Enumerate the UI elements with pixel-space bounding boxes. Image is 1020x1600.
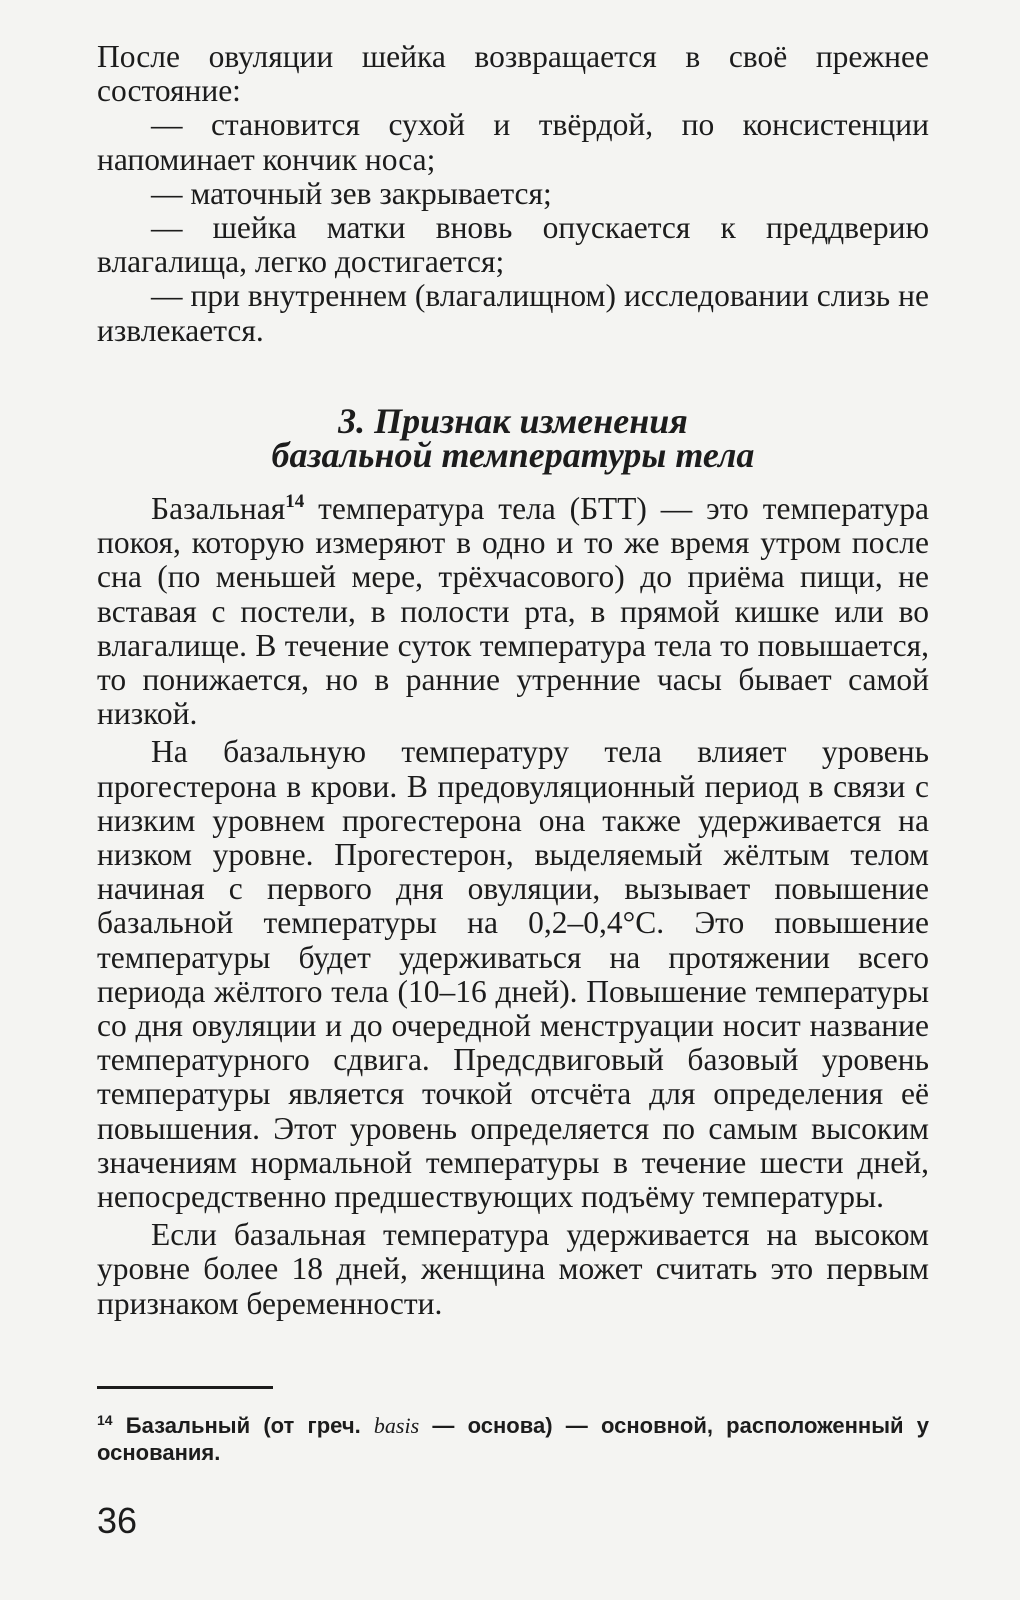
footnote-text-post: — основа) — основной, расположенный у основания. [97, 1413, 929, 1465]
top-section [97, 40, 929, 348]
footnote-text-pre: Базальный (от греч. [112, 1413, 374, 1438]
list-item: — маточный зев закрывается; [151, 175, 552, 211]
footnote-mark: 14 [97, 1412, 113, 1428]
defined-term: Базальная [151, 491, 286, 526]
paragraph-pregnancy: Если базальная температура удерживается на высоком уровне более 18 дней, женщина может считать это первым признаком беременности. [97, 1217, 929, 1321]
footnote-term: basis [373, 1413, 420, 1438]
footnote-ref[interactable]: 14 [285, 491, 305, 512]
footnote-divider [97, 1386, 273, 1389]
section-heading-line-1: 3. Признак изменения [338, 401, 688, 441]
list-item: — становится сухой и твёрдой, по консистенции напоминает кончик носа; [97, 107, 929, 177]
section-heading-line-2: базальной температуры тела [271, 435, 755, 475]
section-heading [97, 401, 929, 475]
body-section [97, 492, 929, 1321]
list-item: — шейка матки вновь опускается к преддверию влагалища, легко достигается; [97, 210, 929, 280]
page-number: 36 [97, 1500, 138, 1541]
paragraph-definition [97, 492, 929, 731]
paragraph-text: температура тела (БТТ) — это температура покоя, которую измеряют в одно и то же время утром после сна (по меньшей мере, трёхчасового) до приёма пищи, не вставая с постели, в полости рта, в прямой кишке или во влагалище. В течение суток температура тела то повышается, то понижается, но в ранние утренние часы бывает самой низкой. [97, 491, 929, 732]
list-item: — при внутреннем (влагалищном) исследовании слизь не извлекается. [97, 278, 929, 348]
footnote [97, 1412, 929, 1466]
paragraph-progesterone: На базальную температуру тела влияет уровень прогестерона в крови. В предовуляционный период в связи с низким уровнем прогестерона она также удерживается на низком уровне. Прогестерон, выделяемый жёлтым телом начиная с первого дня овуляции, вызывает повышение базальной температуры на 0,2–0,4°С. Это повышение температуры будет удерживаться на протяжении всего периода жёлтого тела (10–16 дней). Повышение температуры со дня овуляции и до очередной менструации носит название температурного сдвига. Предсдвиговый базовый уровень температуры является точкой отсчёта для определения её повышения. Этот уровень определяется по самым высоким значениям нормальной температуры в течение шести дней, непосредственно предшествующих подъёму температуры. [97, 734, 929, 1215]
paragraph-intro: После овуляции шейка возвращается в своё прежнее состояние: [97, 39, 929, 109]
